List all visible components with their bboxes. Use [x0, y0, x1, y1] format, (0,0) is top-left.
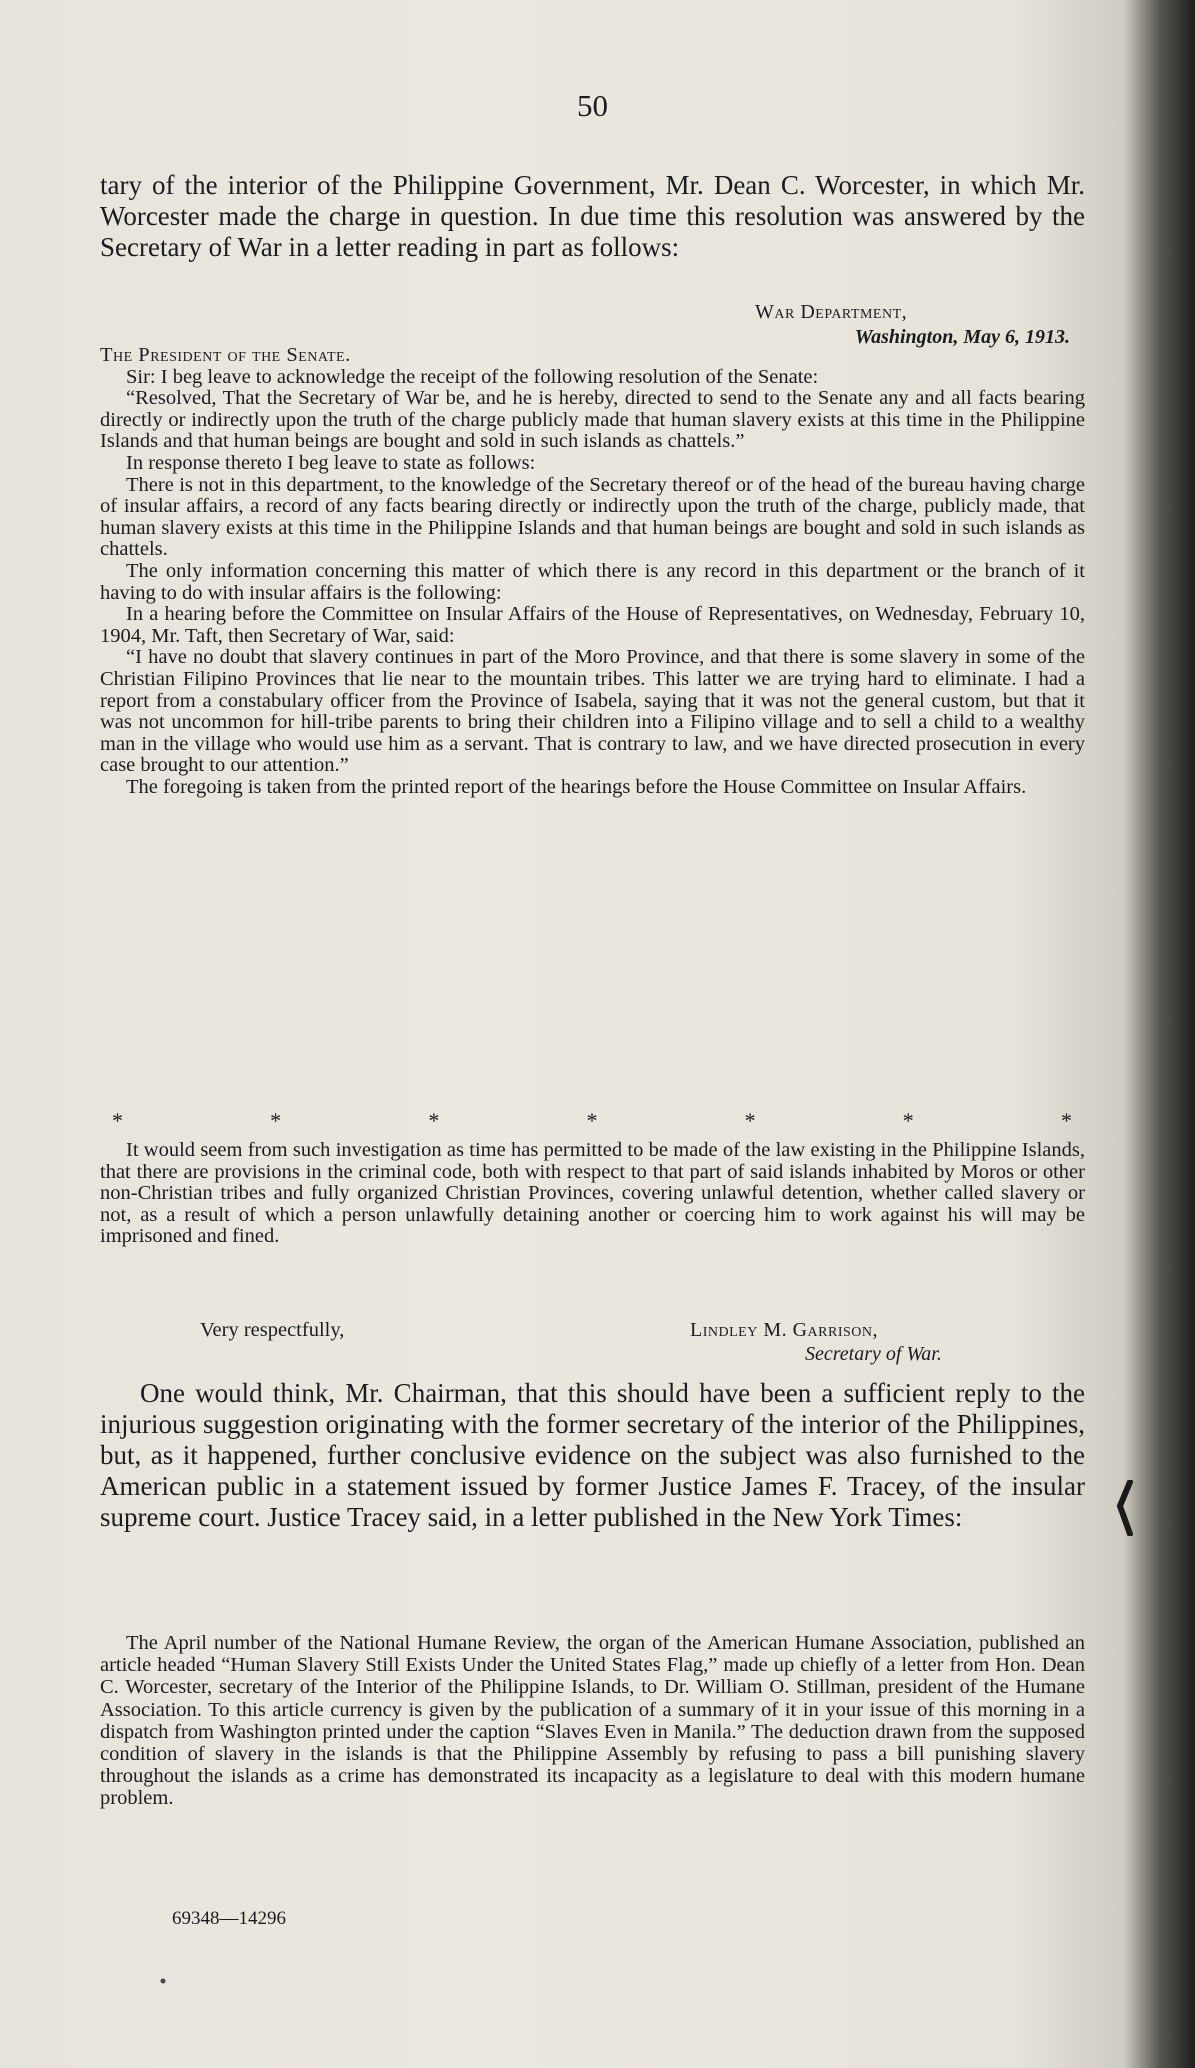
letter-paragraph: The foregoing is taken from the printed report of the hearings before the House Committee on Insular Affairs. — [126, 775, 1027, 798]
letter-paragraph: In response thereto I beg leave to state as follows: — [126, 451, 536, 474]
letter-paragraph: Sir: I beg leave to acknowledge the receipt of the following resolution of the Senate: — [126, 365, 819, 388]
closing-text: Very respectfully, — [200, 1319, 345, 1341]
star: * — [744, 1108, 756, 1133]
quoted-letter — [100, 1632, 1085, 1810]
letter-paragraph: It would seem from such investigation as time has permitted to be made of the law existing in the Philippine Islands, that there are provisions in the criminal code, both with respect to that part of said islands inhabited by Moros or other non-Christian tribes and fully organized Christian Provinces, covering unlawful detention, whether called slavery or not, as a result of which a person unlawfully detaining another or coercing him to work against his will may be imprisoned and fined. — [100, 1139, 1085, 1248]
letter-paragraph: “Resolved, That the Secretary of War be, and he is hereby, directed to send to the Senate any and all facts bearing directly or indirectly upon the truth of the charge publicly made that human slavery exists at this time in the Philippine Islands and that human beings are bought and sold in such islands as chattels.” — [100, 387, 1085, 453]
signature-block — [690, 1318, 1090, 1366]
page-number: 50 — [577, 88, 608, 123]
print-code: 69348—14296 — [172, 1908, 286, 1929]
ellipsis-stars — [112, 1108, 1072, 1134]
star: * — [112, 1108, 123, 1133]
dateline-department: War Department, — [755, 301, 908, 323]
signature-name: Lindley M. Garrison, — [690, 1319, 878, 1341]
intro-text: tary of the interior of the Philippine Government, Mr. Dean C. Worcester, in which Mr. Worcester made the charge in question. In due time this resolution was answered by the Secretary of War in a letter reading in part as follows: — [100, 170, 1085, 262]
speech-paragraph — [100, 1378, 1085, 1533]
speech-text: One would think, Mr. Chairman, that this should have been a sufficient reply to the injurious suggestion originating with the former secretary of the interior of the Philippines, but, as it happened, further conclusive evidence on the subject was also furnished to the American public in a statement issued by former Justice James F. Tracey, of the insular supreme court. Justice Tracey said, in a letter published in the New York Times: — [100, 1378, 1085, 1532]
letter-paragraph: The only information concerning this matter of which there is any record in this department or the branch of it having to do with insular affairs is the following: — [100, 559, 1085, 604]
letter-body — [100, 345, 1085, 798]
speck-icon — [160, 1978, 166, 1984]
margin-mark-icon — [1112, 1480, 1138, 1536]
star: * — [270, 1108, 282, 1133]
star: * — [1060, 1108, 1072, 1133]
signature-title: Secretary of War. — [805, 1343, 942, 1365]
letter-paragraph: There is not in this department, to the knowledge of the Secretary thereof or of the head of the bureau having charge of insular affairs, a record of any facts bearing directly or indirectly upon the truth of the charge, publicly made, that human slavery exists at this time in the Philippine Islands and that human beings are bought and sold in such islands as chattels. — [100, 473, 1085, 561]
dateline-date: Washington, May 6, 1913. — [854, 326, 1070, 348]
letter-addressee: The President of the Senate. — [100, 344, 351, 366]
letter-paragraph: “I have no doubt that slavery continues in part of the Moro Province, and that there is some slavery in some of the Christian Filipino Provinces that lie near to the mountain tribes. This latter we are trying hard to eliminate. I had a report from a constabulary officer from the Province of Isabela, saying that it was not the general custom, but that it was not uncommon for hill-tribe parents to bring their children into a Filipino village and to sell a child to a wealthy man in the village who would use him as a servant. That is contrary to law, and we have directed prosecution in every case brought to our attention.” — [100, 646, 1085, 777]
letter-dateline — [620, 300, 1075, 350]
star: * — [428, 1108, 440, 1133]
intro-paragraph — [100, 170, 1085, 263]
quote-text: The April number of the National Humane Review, the organ of the American Humane Association, published an article headed “Human Slavery Still Exists Under the United States Flag,” made up chiefly of a letter from Hon. Dean C. Worcester, secretary of the Interior of the Philippine Islands, to Dr. William O. Stillman, president of the Humane Association. To this article currency is given by the publication of a summary of it in your issue of this morning in a dispatch from Washington printed under the caption “Slaves Even in Manila.” The deduction drawn from the supposed condition of slavery in the islands is that the Philippine Assembly by refusing to pass a bill punishing slavery throughout the islands as a crime has demonstrated its incapacity as a legislature to deal with this modern humane problem. — [100, 1632, 1085, 1810]
star: * — [902, 1108, 914, 1133]
star: * — [586, 1108, 598, 1133]
letter-conclusion — [100, 1140, 1085, 1248]
letter-paragraph: In a hearing before the Committee on Insular Affairs of the House of Representatives, on Wednesday, February 10, 1904, Mr. Taft, then Secretary of War, said: — [100, 603, 1085, 647]
